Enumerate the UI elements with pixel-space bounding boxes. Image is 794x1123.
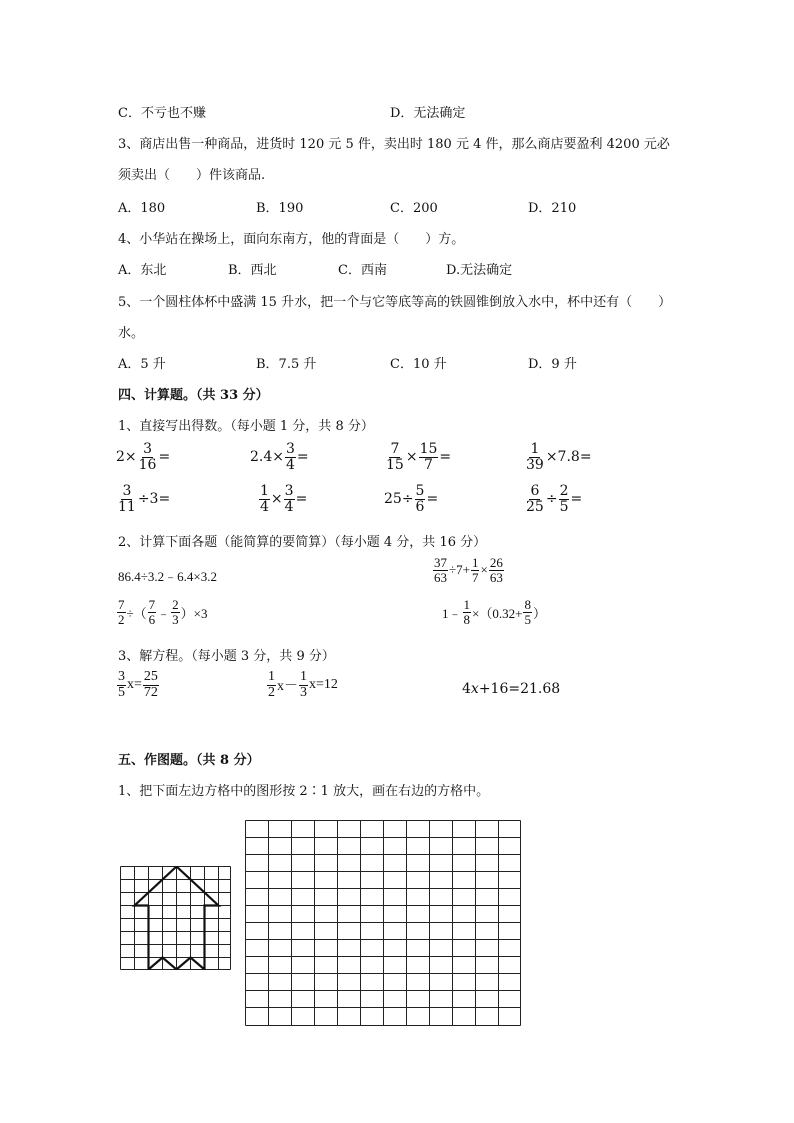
q4-option-a: A．东北 xyxy=(118,263,167,278)
q5-text-line1: 5、一个圆柱体杯中盛满 15 升水，把一个与它等底等高的铁圆锥倒放入水中，杯中还有（ ） xyxy=(118,295,672,310)
q3-option-a: A．180 xyxy=(118,201,166,216)
calc-4: $\frac{1}{39}$ ×7.8= xyxy=(526,441,592,473)
equation-2: $\frac{1}{2}$ x－ $\frac{1}{3}$ x=12 xyxy=(268,669,338,700)
q5-text-line2: 水。 xyxy=(118,326,145,341)
calc-9: 86.4÷3.2﹣6.4×3.2 xyxy=(118,569,217,584)
q4-text: 4、小华站在操场上，面向东南方，他的背面是（ ）方。 xyxy=(118,232,465,247)
q5-option-b: B．7.5 升 xyxy=(256,357,317,372)
equation-1: $\frac{3}{5}$ x= $\frac{25}{72}$ xyxy=(118,669,158,700)
q3-option-d: D．210 xyxy=(528,201,577,216)
calc-10: $\frac{37}{63}$ ÷7+ $\frac{1}{7}$ × $\frac{26}{63}$ xyxy=(434,555,503,585)
small-grid-with-arrow xyxy=(120,866,232,970)
q3-option-c: C．200 xyxy=(390,201,438,216)
q4-option-c: C．西南 xyxy=(338,263,387,278)
q2-option-c: C．不亏也不赚 xyxy=(118,106,206,121)
calc-2: 2.4× $\frac{3}{4}$ = xyxy=(250,441,309,473)
calc-6: $\frac{1}{4}$ × $\frac{3}{4}$ = xyxy=(260,483,308,515)
q5-option-d: D．9 升 xyxy=(528,357,577,372)
calc-3: $\frac{7}{15}$ × $\frac{15}{7}$ = xyxy=(386,441,452,473)
calc-11: $\frac{7}{2}$ ÷（ $\frac{7}{6}$ ﹣ $\frac{2}{3}$ ）×3 xyxy=(118,597,208,627)
calc-12: 1﹣ $\frac{1}{8}$ ×（0.32+ $\frac{8}{5}$ ） xyxy=(442,597,546,627)
small-grid-lines xyxy=(121,867,231,970)
large-grid xyxy=(245,820,521,1026)
calc-5: $\frac{3}{11}$ ÷3= xyxy=(118,483,171,515)
q5-option-a: A．5 升 xyxy=(118,357,166,372)
section4-sub3: 3、解方程。（每小题 3 分，共 9 分） xyxy=(118,649,335,664)
large-grid-lines xyxy=(246,821,521,1026)
q2-option-d: D．无法确定 xyxy=(390,106,466,121)
section4-sub2: 2、计算下面各题（能简算的要简算）（每小题 4 分，共 16 分） xyxy=(118,535,487,550)
section4-title: 四、计算题。（共 33 分） xyxy=(118,388,269,403)
q5-option-c: C．10 升 xyxy=(390,357,447,372)
calc-8: $\frac{6}{25}$ ÷ $\frac{2}{5}$ = xyxy=(526,483,583,515)
calc-1: 2× $\frac{3}{16}$ = xyxy=(116,441,171,473)
section5-sub1: 1、把下面左边方格中的图形按 2∶1 放大，画在右边的方格中。 xyxy=(118,784,490,799)
section4-sub1: 1、直接写出得数。（每小题 1 分，共 8 分） xyxy=(118,419,374,434)
q3-text-line1: 3、商店出售一种商品，进货时 120 元 5 件，卖出时 180 元 4 件，那么商店要盈利 4200 元必 xyxy=(118,137,670,152)
calc-7: 25÷ $\frac{5}{6}$ = xyxy=(384,483,439,515)
section5-title: 五、作图题。（共 8 分） xyxy=(118,753,260,768)
q3-text-line2: 须卖出（ ）件该商品. xyxy=(118,168,266,183)
q3-option-b: B．190 xyxy=(256,201,304,216)
equation-3: 4 x +16=21.68 xyxy=(462,681,561,697)
q4-option-d: D.无法确定 xyxy=(446,263,513,278)
q4-option-b: B．西北 xyxy=(228,263,277,278)
